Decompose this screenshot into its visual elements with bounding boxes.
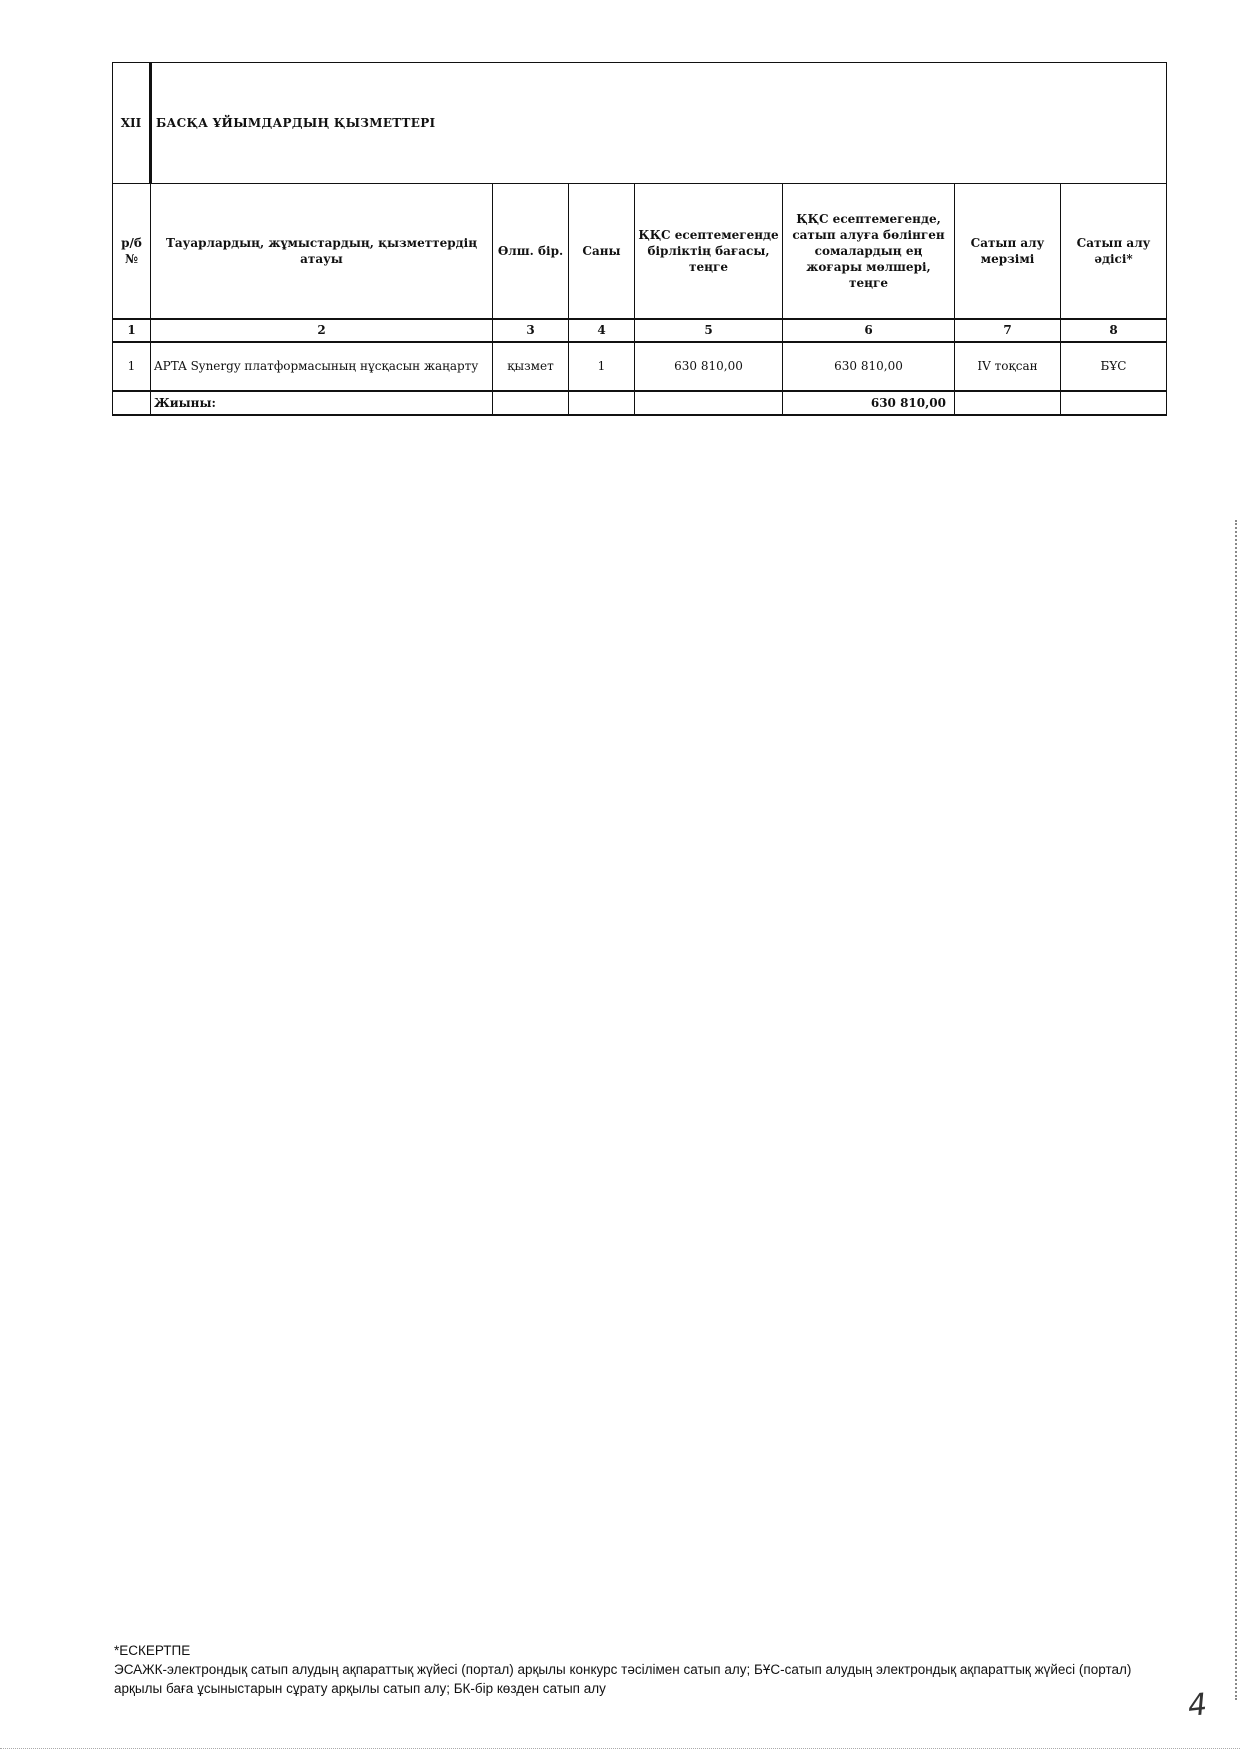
total-empty-cell xyxy=(955,391,1061,415)
column-number-row xyxy=(113,319,1167,342)
cell-item-name: APTA Synergy платформасының нұсқасын жаңарту xyxy=(151,342,493,391)
total-row xyxy=(113,391,1167,415)
scan-edge-artifact xyxy=(0,1748,1240,1749)
section-title: БАСҚА ҰЙЫМДАРДЫҢ ҚЫЗМЕТТЕРІ xyxy=(151,63,1167,184)
header-method: Сатып алу әдісі* xyxy=(1061,184,1167,320)
cell-unit-price: 630 810,00 xyxy=(635,342,783,391)
total-empty-cell xyxy=(1061,391,1167,415)
total-empty-cell xyxy=(113,391,151,415)
column-number: 4 xyxy=(569,319,635,342)
cell-period: IV тоқсан xyxy=(955,342,1061,391)
column-number: 5 xyxy=(635,319,783,342)
column-number: 8 xyxy=(1061,319,1167,342)
header-max-amount: ҚҚС есептемегенде, сатып алуға бөлінген сомалардың ең жоғары мөлшері, теңге xyxy=(783,184,955,320)
cell-max-amount: 630 810,00 xyxy=(783,342,955,391)
footnote xyxy=(114,1641,1134,1698)
header-quantity: Саны xyxy=(569,184,635,320)
header-unit: Өлш. бір. xyxy=(493,184,569,320)
column-number: 3 xyxy=(493,319,569,342)
procurement-table xyxy=(112,62,1167,416)
table-header-row xyxy=(113,184,1167,320)
total-label: Жиыны: xyxy=(151,391,493,415)
header-period: Сатып алу мерзімі xyxy=(955,184,1061,320)
column-number: 7 xyxy=(955,319,1061,342)
total-empty-cell xyxy=(635,391,783,415)
total-value: 630 810,00 xyxy=(783,391,955,415)
header-item-name: Тауарлардың, жұмыстардың, қызметтердің атауы xyxy=(151,184,493,320)
column-number: 1 xyxy=(113,319,151,342)
handwritten-page-number: 4 xyxy=(1186,1687,1209,1724)
header-row-number: р/б № xyxy=(113,184,151,320)
footnote-text: ЭСАЖК-электрондық сатып алудың ақпараттық жүйесі (портал) арқылы конкурс тәсілімен сатып алу; БҰС-сатып алудың электрондық ақпараттық жүйесі (портал) арқылы баға ұсыныстарын сұрату арқылы сатып алу; БК-бір көзден сатып алу xyxy=(114,1662,1132,1696)
cell-unit: қызмет xyxy=(493,342,569,391)
section-number: XII xyxy=(113,63,151,184)
header-unit-price: ҚҚС есептемегенде бірліктің бағасы, теңге xyxy=(635,184,783,320)
cell-method: БҰС xyxy=(1061,342,1167,391)
total-empty-cell xyxy=(569,391,635,415)
table-row xyxy=(113,342,1167,391)
cell-row-number: 1 xyxy=(113,342,151,391)
section-title-row xyxy=(113,63,1167,184)
cell-quantity: 1 xyxy=(569,342,635,391)
total-empty-cell xyxy=(493,391,569,415)
column-number: 2 xyxy=(151,319,493,342)
column-number: 6 xyxy=(783,319,955,342)
footnote-title: *ЕСКЕРТПЕ xyxy=(114,1643,191,1658)
scan-edge-artifact xyxy=(1235,520,1237,1700)
